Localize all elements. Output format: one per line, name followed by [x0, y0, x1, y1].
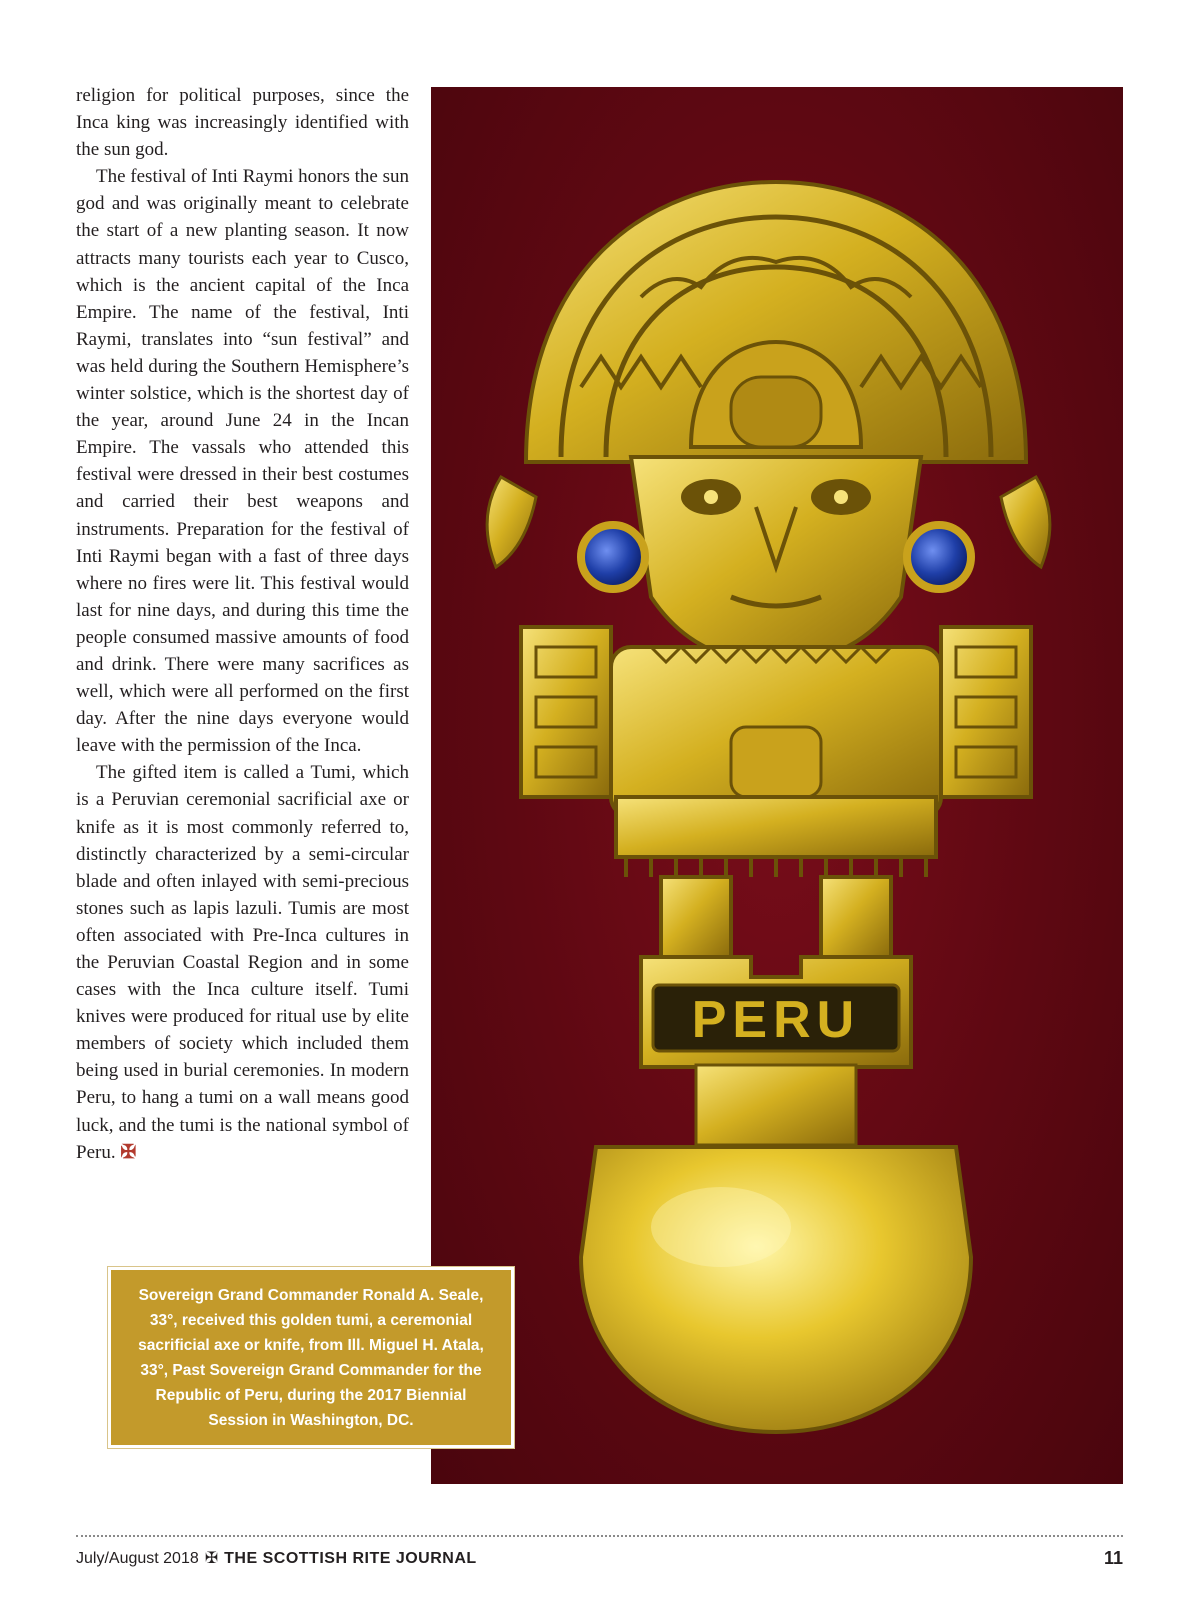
page-footer — [76, 1548, 1123, 1572]
article-text-column — [76, 82, 409, 1166]
tumi-illustration — [431, 87, 1123, 1484]
tumi-photo — [431, 87, 1123, 1484]
article-paragraph-3 — [76, 759, 409, 1165]
photo-caption — [108, 1267, 514, 1448]
footer-divider — [76, 1535, 1123, 1537]
tumi-face — [631, 457, 921, 662]
headdress — [526, 182, 1026, 462]
tumi-body — [521, 627, 1031, 957]
left-lapis-stone — [581, 525, 645, 589]
footer-cross-icon: ✠ — [204, 1550, 219, 1567]
caption-text: Sovereign Grand Commander Ronald A. Seale, 33°, received this golden tumi, a ceremonial sacrificial axe or knife, from Ill. Miguel H. Atala, 33°, Past Sovereign Grand Commander for the Republic of Peru, during the 2017 Biennial Session in Washington, DC. — [138, 1286, 484, 1429]
footer-issue: July/August 2018 — [76, 1550, 199, 1567]
article-paragraph-3-text: The gifted item is called a Tumi, which is a Peruvian ceremonial sacrificial axe or knife as it is most commonly referred to, distinctly characterized by a semi-circular blade and often inlayed with semi-precious stones such as lapis lazuli. Tumis are most often associated with Pre-Inca cultures in the Peruvian Coastal Region and in some cases with the Inca culture itself. Tumi knives were produced for ritual use by elite members of society which included them being used in burial ceremonies. In modern Peru, to hang a tumi on a wall means good luck, and the tumi is the national symbol of Peru. — [76, 762, 409, 1163]
tumi-blade — [581, 1065, 971, 1432]
footer-journal-title: THE SCOTTISH RITE JOURNAL — [224, 1550, 477, 1567]
article-paragraph-2: The festival of Inti Raymi honors the sun god and was originally meant to celebrate the start of a new planting season. It now attracts many tourists each year to Cusco, which is the ancient capital of the Inca Empire. The name of the festival, Inti Raymi, translates into “sun festival” and was held during the Southern Hemisphere’s winter solstice, which is the shortest day of the year, around June 24 in the Incan Empire. The vassals who attended this festival were dressed in their best costumes and carried their best weapons and instruments. Preparation for the festival of Inti Raymi began with a fast of three days where no fires were lit. This festival would last for nine days, and during this time the people consumed massive amounts of food and drink. There were many sacrifices as well, which were all performed on the first day. After the nine days everyone would leave with the permission of the Inca. — [76, 166, 409, 757]
page-number: 11 — [1103, 1548, 1123, 1568]
end-mark-icon: ✠ — [120, 1141, 137, 1163]
plaque-label: PERU — [691, 991, 861, 1049]
article-paragraph-1: religion for political purposes, since the Inca king was increasingly identified with the sun god. — [76, 85, 409, 161]
right-lapis-stone — [907, 525, 971, 589]
footer-issue-line — [76, 1548, 477, 1568]
peru-plaque — [641, 957, 911, 1067]
